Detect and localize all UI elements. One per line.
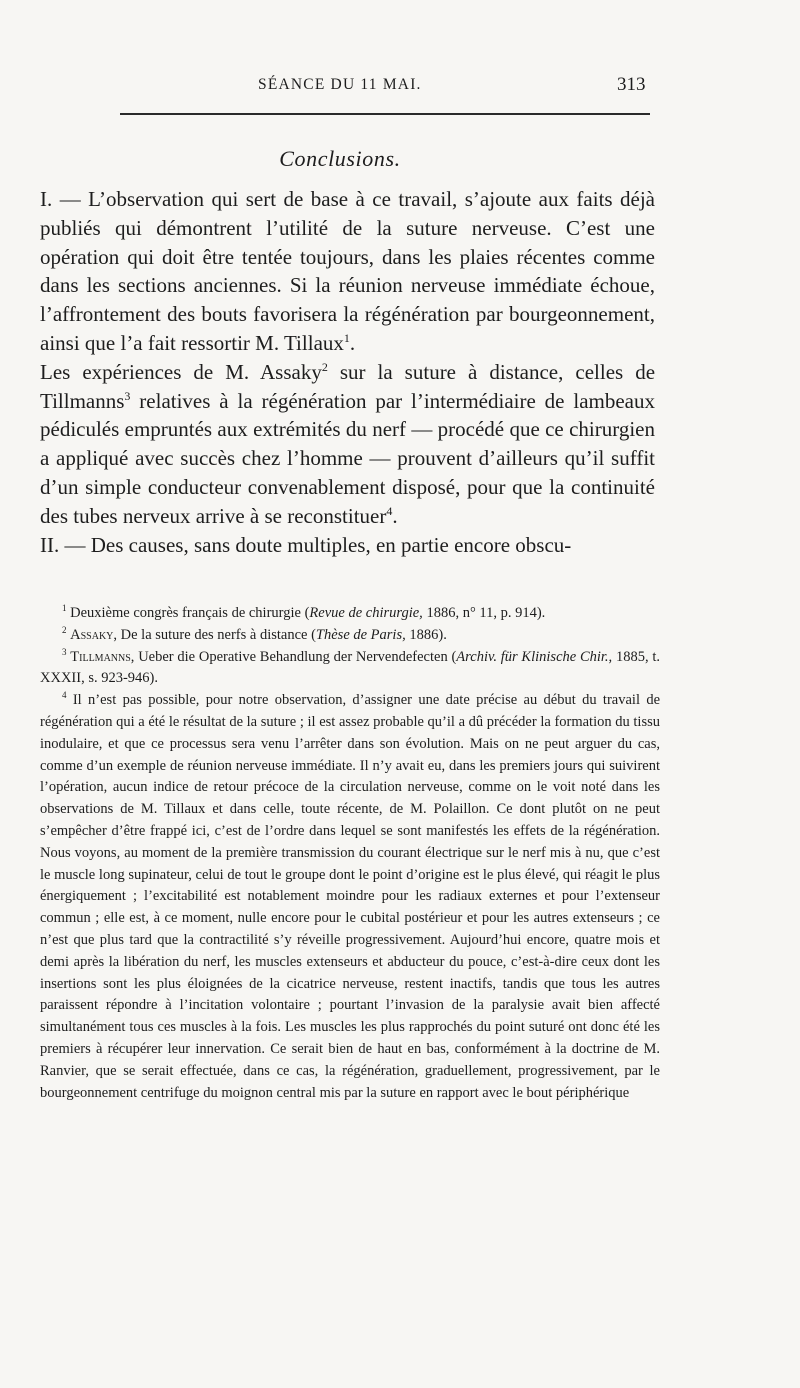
page-number: 313	[617, 74, 646, 95]
footnote-4	[40, 690, 660, 1104]
footnote-4-mark: 4	[62, 690, 67, 701]
paragraph-2-text-a: Les expériences de M. Assaky	[40, 359, 322, 384]
footnote-3-text-a: Ueber die Operative Behandlung der Nervendefecten (	[134, 648, 457, 665]
footnote-3	[40, 647, 660, 691]
footnote-2-mark: 2	[62, 624, 67, 635]
section-title: Conclusions.	[279, 146, 401, 171]
paragraph-1	[40, 185, 655, 358]
footnotes	[40, 603, 660, 1104]
paragraph-2-text-c: relatives à la régénération par l’intermédiaire de lambeaux pédiculés empruntés aux extrémités du nerf — procédé que ce chirurgien a appliqué avec succès chez l’homme — prouvent d’ailleurs qu’il suffit d’un simple conducteur convenablement disposé, pour que la continuité des tubes nerveux arrive à se reconstituer	[40, 388, 655, 528]
footnote-2-source: Thèse de Paris,	[315, 626, 406, 643]
footnote-1-journal: Revue de chirurgie,	[309, 605, 423, 621]
paragraph-2	[40, 358, 655, 531]
running-head-title: SÉANCE DU 11 MAI.	[258, 76, 422, 93]
footnote-3-mark: 3	[62, 646, 67, 657]
note-ref-2: 2	[321, 359, 328, 374]
footnote-3-author: Tillmanns,	[70, 648, 135, 665]
note-ref-3: 3	[124, 388, 131, 403]
paragraph-1-end: .	[349, 330, 356, 355]
footnote-1	[40, 603, 660, 625]
footnote-1-text-a: Deuxième congrès français de chirurgie (	[70, 605, 310, 621]
main-text	[40, 185, 655, 559]
footnote-1-text-b: 1886, n° 11, p. 914).	[422, 605, 546, 621]
footnote-2-author: Assaky,	[70, 626, 118, 643]
footnote-1-mark: 1	[62, 603, 67, 614]
header-rule	[120, 113, 650, 115]
paragraph-2-end: .	[392, 503, 398, 528]
footnote-3-text-b: 1885, t. XXXII, s. 923-946).	[40, 648, 660, 687]
paragraph-3: II. — Des causes, sans doute multiples, en partie encore obscu-	[40, 532, 572, 557]
footnote-2-text-b: 1886).	[405, 626, 447, 643]
footnote-2	[40, 625, 660, 647]
note-ref-1: 1	[343, 330, 350, 345]
footnote-4-text: Il n’est pas possible, pour notre observation, d’assigner une date précise au début du travail de régénération qui a été le résultat de la suture ; il est assez probable qu’il a dû précéder la formation du tissu inodulaire, et que ce processus sera venu l’arrêter dans son évolution. Mais on ne peut arguer du cas, comme d’un exemple de réunion nerveuse immédiate. Il n’y avait eu, dans les premiers jours qui suivirent l’opération, aucun indice de retour précoce de la circulation nerveuse, comme on le voit noté dans les observations de M. Tillaux et dans celle, toute récente, de M. Polaillon. Ce dont plutôt on ne peut s’empêcher d’être frappé ici, c’est de l’ordre dans lequel se sont manifestés les effets de la régénération. Nous voyons, au moment de la première transmission du courant électrique sur le nerf mis à nu, que c’est le muscle long supinateur, celui de tout le groupe dont le point d’origine est le plus élevé, qui réagit le plus énergiquement ; l’excitabilité est notablement moindre pour les radiaux externes et pour l’extenseur commun ; elle est, à ce moment, nulle encore pour le cubital postérieur et pour les autres extenseurs ; ce n’est que plus tard que la contractilité s’y réveille progressivement. Aujourd’hui encore, quatre mois et demi après la libération du nerf, les muscles extenseurs et abducteur du pouce, c’est-à-dire ceux dont les insertions sont les plus éloignées de la cicatrice nerveuse, restent inactifs, tandis que tous les autres paraissent répondre à l’incitation volontaire ; pourtant l’invasion de la paralysie avait bien affecté simultanément tous ces muscles à la fois. Les muscles les plus rapprochés du point suturé ont donc été les premiers à récupérer leur innervation. Ce serait bien de haut en bas, conformément à la doctrine de M. Ranvier, que se serait effectuée, dans ce cas, la régénération, graduellement, progressivement, par le bourgeonnement centrifuge du moignon central mis par la suture en rapport avec le bout périphérique	[40, 692, 661, 1101]
footnote-3-journal: Archiv. für Klinische Chir.,	[456, 648, 613, 665]
note-ref-4: 4	[386, 503, 393, 518]
paragraph-1-text: I. — L’observation qui sert de base à ce travail, s’ajoute aux faits déjà publiés qui démontrent l’utilité de la suture nerveuse. C’est une opération qui doit être tentée toujours, dans les plaies récentes comme dans les sections anciennes. Si la réunion nerveuse immédiate échoue, l’affrontement des bouts favorisera la régénération par bourgeonnement, ainsi que l’a fait ressortir M. Tillaux	[40, 187, 655, 355]
running-head	[0, 76, 800, 100]
paragraph-2-text-b: sur la suture à distance, celles de Tillmanns	[40, 359, 656, 413]
footnote-2-text-a: De la suture des nerfs à distance (	[117, 626, 316, 643]
